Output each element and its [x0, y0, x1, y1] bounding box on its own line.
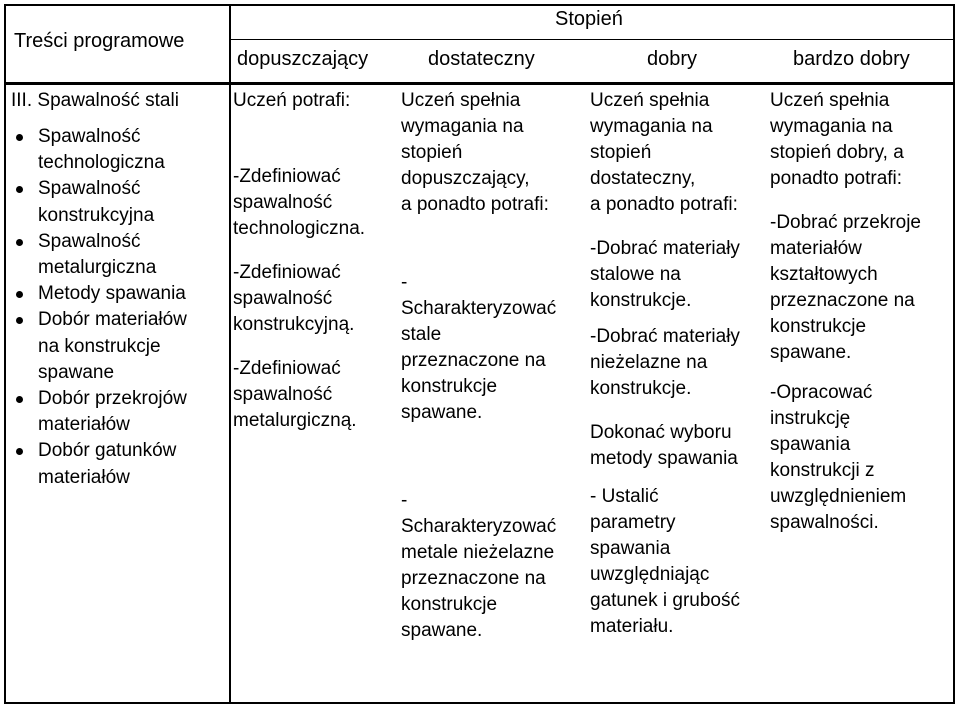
- bullet-dot: [16, 396, 23, 403]
- header-tresci-programowe: Treści programowe: [14, 30, 185, 52]
- header-bottom-divider: [4, 82, 955, 85]
- col3-text-line: wymagania na: [590, 116, 713, 137]
- col3-text-line: konstrukcje.: [590, 378, 692, 399]
- header-divider-stopien: [230, 39, 955, 40]
- bullet-dot: [16, 134, 23, 141]
- col3-text-line: a ponadto potrafi:: [590, 194, 738, 215]
- col2-text-line: -: [401, 272, 408, 293]
- topic-item-line: konstrukcyjna: [38, 204, 155, 226]
- col2-text-line: stopień: [401, 142, 463, 163]
- topic-item-line: Dobór gatunków: [38, 440, 177, 462]
- col2-text-line: a ponadto potrafi:: [401, 194, 549, 215]
- col2-text-line: dopuszczający,: [401, 168, 530, 189]
- col2-text-line: Scharakteryzować: [401, 516, 557, 537]
- topic-item-line: Dobór przekrojów: [38, 388, 187, 409]
- col2-text-line: metale nieżelazne: [401, 542, 555, 563]
- table-border-left: [4, 4, 6, 704]
- topic-item-line: Spawalność: [38, 178, 141, 200]
- bullet-dot: [16, 317, 23, 324]
- column-divider-1: [229, 4, 231, 704]
- col3-text-line: - Ustalić: [590, 486, 659, 507]
- col1-text-line: konstrukcyjną.: [233, 314, 355, 335]
- bullet-dot: [16, 291, 23, 298]
- col1-text-line: technologiczna.: [233, 218, 366, 239]
- col3-text-line: gatunek i grubość: [590, 590, 740, 611]
- topic-item-line: Spawalność: [38, 230, 141, 252]
- table-border-right: [953, 4, 955, 704]
- col1-text-line: -Zdefiniować: [233, 166, 341, 187]
- topic-item-line: na konstrukcje: [38, 335, 161, 357]
- header-level-dobry: dobry: [647, 48, 698, 70]
- col3-text-line: stopień: [590, 142, 652, 163]
- col4-text-line: stopień dobry, a: [770, 142, 904, 163]
- col4-text-line: spawane.: [770, 342, 852, 363]
- col1-text-line: spawalność: [233, 192, 333, 213]
- col4-text-line: -Opracować: [770, 382, 873, 403]
- col2-text-line: spawane.: [401, 620, 483, 641]
- col4-text-line: spawalności.: [770, 512, 879, 533]
- header-level-bardzo-dobry: bardzo dobry: [793, 48, 910, 70]
- col4-text-line: konstrukcje: [770, 316, 867, 337]
- topic-item-line: Spawalność: [38, 126, 141, 147]
- col1-text-line: spawalność: [233, 288, 333, 309]
- col1-text-line: metalurgiczną.: [233, 410, 357, 431]
- table-border-bottom: [4, 702, 955, 704]
- col3-text-line: uwzględniając: [590, 564, 710, 585]
- col3-text-line: spawania: [590, 538, 671, 559]
- col3-text-line: dostateczny,: [590, 168, 696, 189]
- header-stopien: Stopień: [555, 8, 623, 30]
- col3-text-line: -Dobrać materiały: [590, 238, 740, 259]
- col3-text-line: stalowe na: [590, 264, 681, 285]
- col4-text-line: spawania: [770, 434, 851, 455]
- col4-text-line: uwzględnieniem: [770, 486, 907, 507]
- col2-text-line: stale: [401, 324, 442, 345]
- col4-text-line: przeznaczone na: [770, 290, 915, 311]
- col2-text-line: przeznaczone na: [401, 568, 546, 589]
- col1-text-line: spawalność: [233, 384, 333, 405]
- topic-item-line: spawane: [38, 361, 115, 383]
- topic-item-line: Dobór materiałów: [38, 309, 187, 331]
- col2-text-line: Uczeń spełnia: [401, 90, 521, 111]
- col4-text-line: kształtowych: [770, 264, 878, 285]
- topic-item-line: technologiczna: [38, 152, 165, 174]
- col4-text-line: ponadto potrafi:: [770, 168, 903, 189]
- topic-item-line: materiałów: [38, 414, 130, 436]
- header-level-dostateczny: dostateczny: [428, 48, 535, 70]
- col2-text-line: konstrukcje: [401, 376, 498, 397]
- col3-text-line: parametry: [590, 512, 676, 533]
- col4-text-line: konstrukcji z: [770, 460, 875, 481]
- header-level-dopuszczajacy: dopuszczający: [237, 48, 369, 70]
- col2-text-line: -: [401, 490, 408, 511]
- bullet-dot: [16, 186, 23, 193]
- col4-text-line: Uczeń spełnia: [770, 90, 890, 111]
- col4-text-line: -Dobrać przekroje: [770, 212, 921, 233]
- col2-text-line: przeznaczone na: [401, 350, 546, 371]
- col2-text-line: spawane.: [401, 402, 483, 423]
- topic-item-line: metalurgiczna: [38, 257, 157, 278]
- col4-text-line: instrukcję: [770, 408, 851, 429]
- col2-text-line: wymagania na: [401, 116, 524, 137]
- col3-text-line: Dokonać wyboru: [590, 422, 732, 443]
- topic-item-line: Metody spawania: [38, 283, 186, 305]
- col3-text-line: nieżelazne na: [590, 352, 708, 373]
- col3-text-line: materiału.: [590, 616, 674, 637]
- col3-text-line: Uczeń spełnia: [590, 90, 710, 111]
- bullet-dot: [16, 239, 23, 246]
- col3-text-line: konstrukcje.: [590, 290, 692, 311]
- col2-text-line: Scharakteryzować: [401, 298, 557, 319]
- topic-item-line: materiałów: [38, 466, 130, 488]
- bullet-dot: [16, 448, 23, 455]
- col1-text-line: -Zdefiniować: [233, 262, 341, 283]
- section-title: III. Spawalność stali: [11, 90, 179, 111]
- col3-text-line: -Dobrać materiały: [590, 326, 740, 347]
- col4-text-line: wymagania na: [770, 116, 893, 137]
- col4-text-line: materiałów: [770, 238, 862, 259]
- col3-text-line: metody spawania: [590, 448, 738, 469]
- table-border-top: [4, 4, 955, 6]
- col1-text-line: Uczeń potrafi:: [233, 90, 351, 111]
- col2-text-line: konstrukcje: [401, 594, 498, 615]
- col1-text-line: -Zdefiniować: [233, 358, 341, 379]
